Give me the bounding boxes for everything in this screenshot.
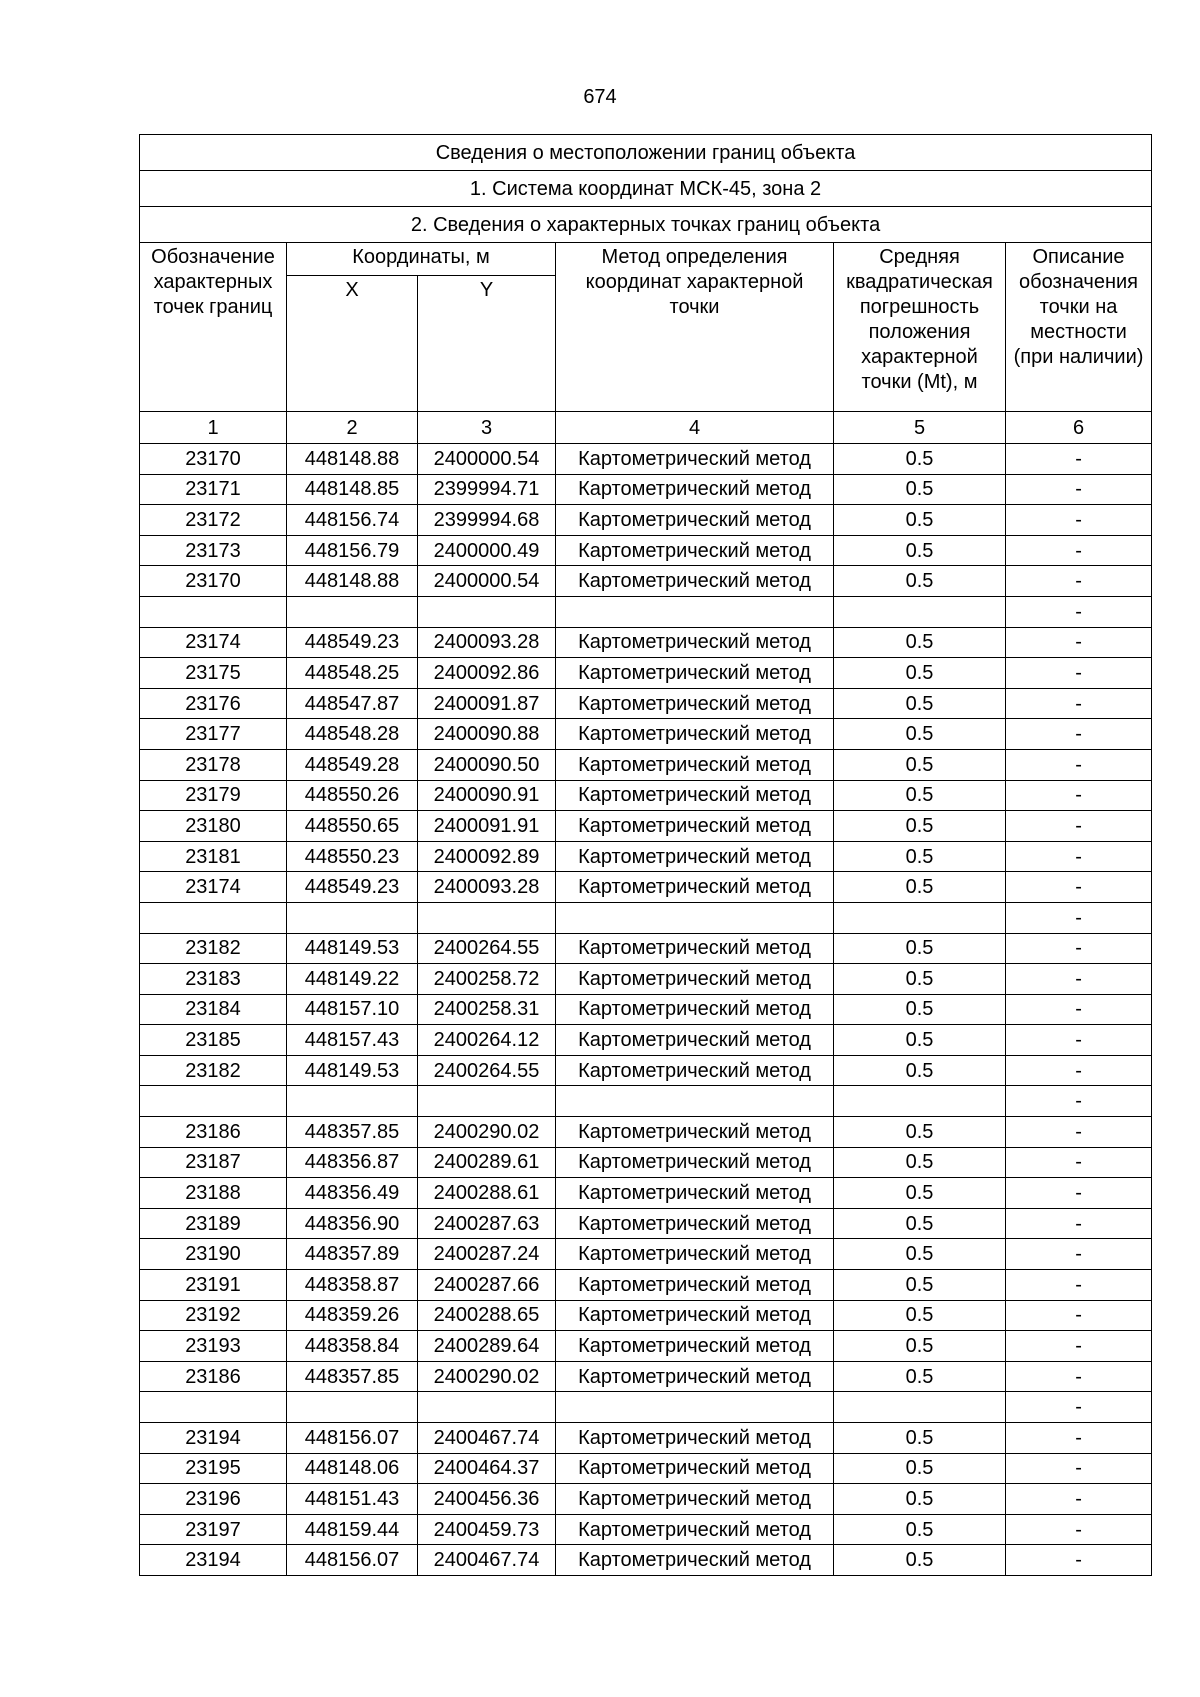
error-cell: 0.5 bbox=[834, 566, 1006, 597]
method-cell: Картометрический метод bbox=[556, 1025, 834, 1056]
point-id-cell: 23184 bbox=[140, 994, 287, 1025]
error-cell: 0.5 bbox=[834, 1453, 1006, 1484]
x-coordinate-cell: 448357.85 bbox=[287, 1117, 418, 1148]
table-row bbox=[140, 1331, 1152, 1362]
table-row bbox=[140, 1300, 1152, 1331]
y-coordinate-cell: 2400264.12 bbox=[418, 1025, 556, 1056]
x-coordinate-cell: 448156.07 bbox=[287, 1545, 418, 1576]
point-id-cell: 23191 bbox=[140, 1270, 287, 1301]
description-cell: - bbox=[1006, 1392, 1152, 1423]
y-coordinate-cell: 2400287.24 bbox=[418, 1239, 556, 1270]
point-id-cell: 23186 bbox=[140, 1117, 287, 1148]
y-coordinate-cell: 2400289.61 bbox=[418, 1147, 556, 1178]
method-cell: Картометрический метод bbox=[556, 1361, 834, 1392]
y-coordinate-cell: 2400456.36 bbox=[418, 1484, 556, 1515]
y-coordinate-cell: 2400264.55 bbox=[418, 1055, 556, 1086]
table-row bbox=[140, 474, 1152, 505]
column-number: 2 bbox=[287, 412, 418, 444]
description-cell: - bbox=[1006, 1239, 1152, 1270]
error-cell: 0.5 bbox=[834, 749, 1006, 780]
error-cell: 0.5 bbox=[834, 719, 1006, 750]
table-row bbox=[140, 1514, 1152, 1545]
x-coordinate-cell: 448157.43 bbox=[287, 1025, 418, 1056]
point-id-cell: 23193 bbox=[140, 1331, 287, 1362]
description-cell: - bbox=[1006, 964, 1152, 995]
x-coordinate-cell: 448149.53 bbox=[287, 1055, 418, 1086]
method-cell: Картометрический метод bbox=[556, 1270, 834, 1301]
method-cell: Картометрический метод bbox=[556, 1147, 834, 1178]
method-cell: Картометрический метод bbox=[556, 474, 834, 505]
point-id-cell: 23182 bbox=[140, 1055, 287, 1086]
table-row bbox=[140, 1147, 1152, 1178]
description-cell: - bbox=[1006, 658, 1152, 689]
y-coordinate-cell: 2400290.02 bbox=[418, 1361, 556, 1392]
point-id-cell bbox=[140, 596, 287, 627]
x-coordinate-cell: 448359.26 bbox=[287, 1300, 418, 1331]
description-cell: - bbox=[1006, 994, 1152, 1025]
table-row bbox=[140, 719, 1152, 750]
table-row bbox=[140, 505, 1152, 536]
x-coordinate-cell: 448356.49 bbox=[287, 1178, 418, 1209]
description-cell: - bbox=[1006, 505, 1152, 536]
header-coordinates: Координаты, м bbox=[287, 243, 556, 276]
table-row bbox=[140, 841, 1152, 872]
table-row bbox=[140, 566, 1152, 597]
table-row bbox=[140, 964, 1152, 995]
error-cell bbox=[834, 902, 1006, 933]
y-coordinate-cell: 2400090.91 bbox=[418, 780, 556, 811]
method-cell: Картометрический метод bbox=[556, 1208, 834, 1239]
description-cell: - bbox=[1006, 1025, 1152, 1056]
error-cell: 0.5 bbox=[834, 1423, 1006, 1454]
x-coordinate-cell: 448356.87 bbox=[287, 1147, 418, 1178]
point-id-cell: 23174 bbox=[140, 872, 287, 903]
method-cell: Картометрический метод bbox=[556, 841, 834, 872]
method-cell: Картометрический метод bbox=[556, 1514, 834, 1545]
table-row bbox=[140, 1545, 1152, 1576]
y-coordinate-cell: 2400090.88 bbox=[418, 719, 556, 750]
point-id-cell: 23180 bbox=[140, 811, 287, 842]
description-cell: - bbox=[1006, 841, 1152, 872]
table-row bbox=[140, 1025, 1152, 1056]
method-cell: Картометрический метод bbox=[556, 719, 834, 750]
x-coordinate-cell bbox=[287, 902, 418, 933]
point-id-cell: 23183 bbox=[140, 964, 287, 995]
table-row bbox=[140, 1208, 1152, 1239]
y-coordinate-cell: 2400289.64 bbox=[418, 1331, 556, 1362]
x-coordinate-cell: 448549.23 bbox=[287, 627, 418, 658]
error-cell: 0.5 bbox=[834, 1300, 1006, 1331]
description-cell: - bbox=[1006, 474, 1152, 505]
table-row bbox=[140, 658, 1152, 689]
point-id-cell bbox=[140, 1392, 287, 1423]
error-cell: 0.5 bbox=[834, 872, 1006, 903]
y-coordinate-cell: 2400000.54 bbox=[418, 444, 556, 475]
x-coordinate-cell: 448548.25 bbox=[287, 658, 418, 689]
description-cell: - bbox=[1006, 688, 1152, 719]
description-cell: - bbox=[1006, 444, 1152, 475]
y-coordinate-cell: 2400091.91 bbox=[418, 811, 556, 842]
y-coordinate-cell: 2400264.55 bbox=[418, 933, 556, 964]
y-coordinate-cell: 2400459.73 bbox=[418, 1514, 556, 1545]
method-cell bbox=[556, 596, 834, 627]
error-cell: 0.5 bbox=[834, 1025, 1006, 1056]
y-coordinate-cell: 2400287.66 bbox=[418, 1270, 556, 1301]
point-id-cell: 23182 bbox=[140, 933, 287, 964]
x-coordinate-cell: 448356.90 bbox=[287, 1208, 418, 1239]
table-row bbox=[140, 811, 1152, 842]
x-coordinate-cell: 448547.87 bbox=[287, 688, 418, 719]
y-coordinate-cell: 2400464.37 bbox=[418, 1453, 556, 1484]
y-coordinate-cell: 2400090.50 bbox=[418, 749, 556, 780]
point-id-cell: 23192 bbox=[140, 1300, 287, 1331]
x-coordinate-cell: 448549.23 bbox=[287, 872, 418, 903]
description-cell: - bbox=[1006, 1178, 1152, 1209]
x-coordinate-cell: 448149.53 bbox=[287, 933, 418, 964]
x-coordinate-cell: 448549.28 bbox=[287, 749, 418, 780]
y-coordinate-cell: 2400467.74 bbox=[418, 1423, 556, 1454]
error-cell: 0.5 bbox=[834, 474, 1006, 505]
error-cell: 0.5 bbox=[834, 994, 1006, 1025]
y-coordinate-cell: 2400093.28 bbox=[418, 872, 556, 903]
description-cell: - bbox=[1006, 1086, 1152, 1117]
y-coordinate-cell: 2400093.28 bbox=[418, 627, 556, 658]
table-row bbox=[140, 596, 1152, 627]
point-id-cell: 23172 bbox=[140, 505, 287, 536]
method-cell: Картометрический метод bbox=[556, 933, 834, 964]
point-id-cell: 23175 bbox=[140, 658, 287, 689]
description-cell: - bbox=[1006, 780, 1152, 811]
table-row bbox=[140, 1178, 1152, 1209]
point-id-cell: 23176 bbox=[140, 688, 287, 719]
method-cell: Картометрический метод bbox=[556, 994, 834, 1025]
x-coordinate-cell: 448156.79 bbox=[287, 535, 418, 566]
point-id-cell: 23179 bbox=[140, 780, 287, 811]
table-row bbox=[140, 1484, 1152, 1515]
column-number: 1 bbox=[140, 412, 287, 444]
method-cell: Картометрический метод bbox=[556, 1055, 834, 1086]
x-coordinate-cell bbox=[287, 1086, 418, 1117]
error-cell: 0.5 bbox=[834, 1117, 1006, 1148]
column-number: 3 bbox=[418, 412, 556, 444]
point-id-cell: 23188 bbox=[140, 1178, 287, 1209]
x-coordinate-cell: 448358.87 bbox=[287, 1270, 418, 1301]
description-cell: - bbox=[1006, 566, 1152, 597]
x-coordinate-cell: 448159.44 bbox=[287, 1514, 418, 1545]
point-id-cell: 23194 bbox=[140, 1545, 287, 1576]
error-cell: 0.5 bbox=[834, 688, 1006, 719]
error-cell: 0.5 bbox=[834, 535, 1006, 566]
table-row bbox=[140, 1423, 1152, 1454]
method-cell: Картометрический метод bbox=[556, 688, 834, 719]
description-cell: - bbox=[1006, 1300, 1152, 1331]
method-cell: Картометрический метод bbox=[556, 1300, 834, 1331]
x-coordinate-cell bbox=[287, 596, 418, 627]
x-coordinate-cell bbox=[287, 1392, 418, 1423]
method-cell: Картометрический метод bbox=[556, 1545, 834, 1576]
description-cell: - bbox=[1006, 902, 1152, 933]
point-id-cell: 23174 bbox=[140, 627, 287, 658]
x-coordinate-cell: 448550.65 bbox=[287, 811, 418, 842]
table-row bbox=[140, 1239, 1152, 1270]
description-cell: - bbox=[1006, 535, 1152, 566]
point-id-cell: 23185 bbox=[140, 1025, 287, 1056]
header-x: X bbox=[287, 276, 418, 412]
y-coordinate-cell: 2400092.89 bbox=[418, 841, 556, 872]
error-cell: 0.5 bbox=[834, 780, 1006, 811]
y-coordinate-cell: 2400091.87 bbox=[418, 688, 556, 719]
column-number: 6 bbox=[1006, 412, 1152, 444]
description-cell: - bbox=[1006, 1055, 1152, 1086]
error-cell: 0.5 bbox=[834, 1270, 1006, 1301]
table-row bbox=[140, 1117, 1152, 1148]
table-row bbox=[140, 1270, 1152, 1301]
x-coordinate-cell: 448151.43 bbox=[287, 1484, 418, 1515]
description-cell: - bbox=[1006, 1514, 1152, 1545]
method-cell: Картометрический метод bbox=[556, 1423, 834, 1454]
header-y: Y bbox=[418, 276, 556, 412]
table-row bbox=[140, 902, 1152, 933]
header-designation: Обозначение характерных точек границ bbox=[140, 243, 287, 412]
header-error: Средняя квадратическая погрешность положения характерной точки (Mt), м bbox=[834, 243, 1006, 412]
description-cell: - bbox=[1006, 1270, 1152, 1301]
method-cell: Картометрический метод bbox=[556, 1331, 834, 1362]
y-coordinate-cell: 2400288.61 bbox=[418, 1178, 556, 1209]
y-coordinate-cell: 2400000.54 bbox=[418, 566, 556, 597]
table-row bbox=[140, 933, 1152, 964]
error-cell: 0.5 bbox=[834, 1331, 1006, 1362]
method-cell bbox=[556, 1392, 834, 1423]
table-row bbox=[140, 1453, 1152, 1484]
table-row bbox=[140, 1361, 1152, 1392]
error-cell: 0.5 bbox=[834, 1545, 1006, 1576]
error-cell: 0.5 bbox=[834, 658, 1006, 689]
boundary-points-table bbox=[139, 134, 1152, 1576]
description-cell: - bbox=[1006, 872, 1152, 903]
description-cell: - bbox=[1006, 719, 1152, 750]
table-row bbox=[140, 444, 1152, 475]
error-cell: 0.5 bbox=[834, 811, 1006, 842]
x-coordinate-cell: 448357.89 bbox=[287, 1239, 418, 1270]
y-coordinate-cell: 2400000.49 bbox=[418, 535, 556, 566]
x-coordinate-cell: 448148.06 bbox=[287, 1453, 418, 1484]
x-coordinate-cell: 448148.88 bbox=[287, 566, 418, 597]
column-number: 5 bbox=[834, 412, 1006, 444]
y-coordinate-cell: 2400258.72 bbox=[418, 964, 556, 995]
error-cell: 0.5 bbox=[834, 1208, 1006, 1239]
header-method: Метод определения координат характерной точки bbox=[556, 243, 834, 412]
method-cell: Картометрический метод bbox=[556, 1239, 834, 1270]
error-cell: 0.5 bbox=[834, 1484, 1006, 1515]
point-id-cell bbox=[140, 1086, 287, 1117]
point-id-cell: 23173 bbox=[140, 535, 287, 566]
x-coordinate-cell: 448156.07 bbox=[287, 1423, 418, 1454]
method-cell: Картометрический метод bbox=[556, 535, 834, 566]
y-coordinate-cell bbox=[418, 1086, 556, 1117]
method-cell: Картометрический метод bbox=[556, 749, 834, 780]
description-cell: - bbox=[1006, 627, 1152, 658]
error-cell: 0.5 bbox=[834, 841, 1006, 872]
x-coordinate-cell: 448148.88 bbox=[287, 444, 418, 475]
point-id-cell bbox=[140, 902, 287, 933]
coordinate-system-heading: 1. Система координат МСК-45, зона 2 bbox=[140, 171, 1152, 207]
table-row bbox=[140, 1055, 1152, 1086]
column-number: 4 bbox=[556, 412, 834, 444]
method-cell: Картометрический метод bbox=[556, 658, 834, 689]
x-coordinate-cell: 448357.85 bbox=[287, 1361, 418, 1392]
description-cell: - bbox=[1006, 749, 1152, 780]
point-id-cell: 23194 bbox=[140, 1423, 287, 1454]
error-cell bbox=[834, 1392, 1006, 1423]
method-cell: Картометрический метод bbox=[556, 811, 834, 842]
point-id-cell: 23189 bbox=[140, 1208, 287, 1239]
table-row bbox=[140, 688, 1152, 719]
x-coordinate-cell: 448148.85 bbox=[287, 474, 418, 505]
y-coordinate-cell bbox=[418, 902, 556, 933]
x-coordinate-cell: 448550.23 bbox=[287, 841, 418, 872]
error-cell: 0.5 bbox=[834, 964, 1006, 995]
table-row bbox=[140, 535, 1152, 566]
table-row bbox=[140, 1086, 1152, 1117]
y-coordinate-cell: 2400287.63 bbox=[418, 1208, 556, 1239]
error-cell: 0.5 bbox=[834, 444, 1006, 475]
description-cell: - bbox=[1006, 811, 1152, 842]
table-row bbox=[140, 749, 1152, 780]
y-coordinate-cell: 2400258.31 bbox=[418, 994, 556, 1025]
error-cell bbox=[834, 1086, 1006, 1117]
point-id-cell: 23196 bbox=[140, 1484, 287, 1515]
description-cell: - bbox=[1006, 1484, 1152, 1515]
method-cell: Картометрический метод bbox=[556, 566, 834, 597]
description-cell: - bbox=[1006, 596, 1152, 627]
method-cell: Картометрический метод bbox=[556, 1484, 834, 1515]
x-coordinate-cell: 448358.84 bbox=[287, 1331, 418, 1362]
method-cell: Картометрический метод bbox=[556, 627, 834, 658]
method-cell: Картометрический метод bbox=[556, 1178, 834, 1209]
method-cell: Картометрический метод bbox=[556, 444, 834, 475]
description-cell: - bbox=[1006, 1117, 1152, 1148]
table-body bbox=[140, 444, 1152, 1576]
error-cell: 0.5 bbox=[834, 627, 1006, 658]
y-coordinate-cell: 2400467.74 bbox=[418, 1545, 556, 1576]
description-cell: - bbox=[1006, 933, 1152, 964]
method-cell: Картометрический метод bbox=[556, 964, 834, 995]
description-cell: - bbox=[1006, 1208, 1152, 1239]
x-coordinate-cell: 448550.26 bbox=[287, 780, 418, 811]
point-id-cell: 23170 bbox=[140, 566, 287, 597]
point-id-cell: 23181 bbox=[140, 841, 287, 872]
method-cell: Картометрический метод bbox=[556, 872, 834, 903]
point-id-cell: 23177 bbox=[140, 719, 287, 750]
point-id-cell: 23186 bbox=[140, 1361, 287, 1392]
y-coordinate-cell bbox=[418, 1392, 556, 1423]
header-description: Описание обозначения точки на местности (при наличии) bbox=[1006, 243, 1152, 412]
description-cell: - bbox=[1006, 1361, 1152, 1392]
y-coordinate-cell bbox=[418, 596, 556, 627]
error-cell: 0.5 bbox=[834, 1178, 1006, 1209]
page-number: 674 bbox=[583, 86, 617, 108]
description-cell: - bbox=[1006, 1545, 1152, 1576]
description-cell: - bbox=[1006, 1147, 1152, 1178]
point-id-cell: 23171 bbox=[140, 474, 287, 505]
x-coordinate-cell: 448157.10 bbox=[287, 994, 418, 1025]
method-cell: Картометрический метод bbox=[556, 780, 834, 811]
error-cell: 0.5 bbox=[834, 1239, 1006, 1270]
y-coordinate-cell: 2399994.68 bbox=[418, 505, 556, 536]
point-id-cell: 23178 bbox=[140, 749, 287, 780]
error-cell: 0.5 bbox=[834, 1147, 1006, 1178]
error-cell: 0.5 bbox=[834, 505, 1006, 536]
y-coordinate-cell: 2400288.65 bbox=[418, 1300, 556, 1331]
error-cell: 0.5 bbox=[834, 1361, 1006, 1392]
table-row bbox=[140, 780, 1152, 811]
points-section-heading: 2. Сведения о характерных точках границ объекта bbox=[140, 207, 1152, 243]
method-cell bbox=[556, 902, 834, 933]
error-cell bbox=[834, 596, 1006, 627]
method-cell: Картометрический метод bbox=[556, 505, 834, 536]
point-id-cell: 23187 bbox=[140, 1147, 287, 1178]
method-cell: Картометрический метод bbox=[556, 1117, 834, 1148]
error-cell: 0.5 bbox=[834, 1514, 1006, 1545]
method-cell bbox=[556, 1086, 834, 1117]
method-cell: Картометрический метод bbox=[556, 1453, 834, 1484]
x-coordinate-cell: 448156.74 bbox=[287, 505, 418, 536]
error-cell: 0.5 bbox=[834, 933, 1006, 964]
point-id-cell: 23170 bbox=[140, 444, 287, 475]
error-cell: 0.5 bbox=[834, 1055, 1006, 1086]
table-row bbox=[140, 994, 1152, 1025]
point-id-cell: 23190 bbox=[140, 1239, 287, 1270]
y-coordinate-cell: 2399994.71 bbox=[418, 474, 556, 505]
description-cell: - bbox=[1006, 1423, 1152, 1454]
y-coordinate-cell: 2400290.02 bbox=[418, 1117, 556, 1148]
table-title: Сведения о местоположении границ объекта bbox=[140, 135, 1152, 171]
table-row bbox=[140, 1392, 1152, 1423]
description-cell: - bbox=[1006, 1331, 1152, 1362]
description-cell: - bbox=[1006, 1453, 1152, 1484]
x-coordinate-cell: 448548.28 bbox=[287, 719, 418, 750]
x-coordinate-cell: 448149.22 bbox=[287, 964, 418, 995]
table-row bbox=[140, 627, 1152, 658]
table-row bbox=[140, 872, 1152, 903]
y-coordinate-cell: 2400092.86 bbox=[418, 658, 556, 689]
point-id-cell: 23195 bbox=[140, 1453, 287, 1484]
point-id-cell: 23197 bbox=[140, 1514, 287, 1545]
